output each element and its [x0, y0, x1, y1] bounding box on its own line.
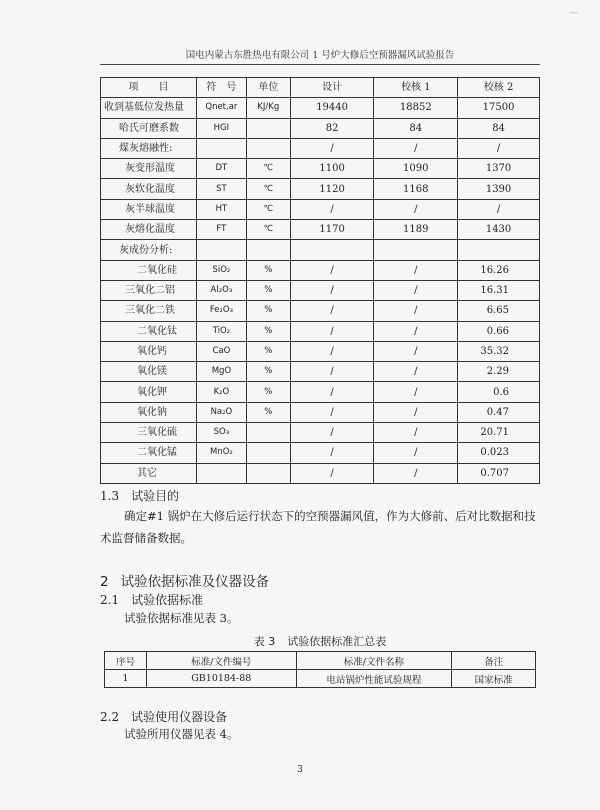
row-design-value: /: [290, 362, 374, 382]
row-check1-value: /: [374, 463, 458, 483]
row-check1-value: /: [374, 423, 458, 443]
row-symbol: HT: [196, 199, 246, 219]
row-check2-value: /: [458, 138, 540, 158]
coal-quality-table-body: [101, 78, 540, 484]
row-item-label: 二氧化硅: [101, 260, 197, 280]
row-item-label: 二氧化钛: [101, 321, 197, 341]
section-title: 试验使用仪器设备: [131, 710, 228, 724]
table-row: [101, 382, 540, 402]
row-unit: KJ/Kg: [246, 98, 290, 118]
row-symbol: K₂O: [196, 382, 246, 402]
row-item-label: 灰成份分析:: [101, 240, 197, 260]
row-unit: %: [246, 362, 290, 382]
row-unit: %: [246, 260, 290, 280]
row-item-label: 灰熔化温度: [101, 220, 197, 240]
row-unit: %: [246, 301, 290, 321]
section-number: 2.2: [100, 710, 120, 724]
row-design-value: 82: [290, 118, 374, 138]
row-design-value: /: [290, 382, 374, 402]
row-check2-value: 17500: [458, 98, 540, 118]
row-design-value: /: [290, 321, 374, 341]
row-symbol: [196, 138, 246, 158]
corner-mark: —: [570, 8, 578, 17]
row-symbol: SiO₂: [196, 260, 246, 280]
row-item-label: 收到基低位发热量: [101, 98, 197, 118]
row-unit: %: [246, 280, 290, 300]
row-check2-value: [458, 240, 540, 260]
table-row: [101, 260, 540, 280]
table-row: [101, 240, 540, 260]
row-check1-value: /: [374, 362, 458, 382]
section-title: 试验目的: [131, 489, 180, 503]
section-title: 试验依据标准及仪器设备: [120, 574, 270, 590]
row-check2-value: 0.47: [458, 402, 540, 422]
section-title: 试验依据标准: [131, 593, 204, 607]
table-row: [101, 341, 540, 361]
row-symbol: MgO: [196, 362, 246, 382]
row-unit: %: [246, 402, 290, 422]
row-item-label: 氧化镁: [101, 362, 197, 382]
header-unit: 单位: [246, 78, 290, 98]
table-row: [101, 280, 540, 300]
row-design-value: /: [290, 443, 374, 463]
row-check1-value: 1189: [374, 220, 458, 240]
row-item-label: 三氧化二铝: [101, 280, 197, 300]
row-check1-value: /: [374, 301, 458, 321]
row-symbol: TiO₂: [196, 321, 246, 341]
table-3-caption: [100, 633, 540, 649]
table-title: 试验依据标准汇总表: [287, 635, 387, 648]
header-symbol: 符 号: [196, 78, 246, 98]
table-row: [101, 423, 540, 443]
table-row: [101, 138, 540, 158]
row-design-value: /: [290, 463, 374, 483]
table-number: 表 3: [253, 635, 276, 648]
row-check1-value: /: [374, 341, 458, 361]
row-unit: [246, 443, 290, 463]
row-check2-value: 16.26: [458, 260, 540, 280]
row-item-label: 其它: [101, 463, 197, 483]
row-design-value: /: [290, 423, 374, 443]
row-symbol: FT: [196, 220, 246, 240]
row-design-value: /: [290, 341, 374, 361]
row-check1-value: /: [374, 321, 458, 341]
table-row: [101, 98, 540, 118]
row-check2-value: 20.71: [458, 423, 540, 443]
row-check2-value: 0.707: [458, 463, 540, 483]
cell-note: 国家标准: [452, 670, 536, 688]
row-symbol: [196, 240, 246, 260]
header-note: 备注: [452, 652, 536, 670]
header-check2: 校核 2: [458, 78, 540, 98]
row-symbol: [196, 463, 246, 483]
row-item-label: 三氧化二铁: [101, 301, 197, 321]
row-symbol: HGI: [196, 118, 246, 138]
table-header-row: [105, 652, 536, 670]
row-design-value: /: [290, 301, 374, 321]
table-row: [105, 670, 536, 688]
header-check1: 校核 1: [374, 78, 458, 98]
row-check1-value: /: [374, 402, 458, 422]
table-row: [101, 301, 540, 321]
row-symbol: DT: [196, 159, 246, 179]
page-number: 3: [297, 765, 303, 775]
row-check2-value: 2.29: [458, 362, 540, 382]
section-2-heading: [100, 570, 269, 590]
row-item-label: 氧化钾: [101, 382, 197, 402]
row-design-value: 1120: [290, 179, 374, 199]
row-design-value: /: [290, 138, 374, 158]
standards-table: [104, 651, 536, 688]
row-check1-value: 1090: [374, 159, 458, 179]
table-row: [101, 362, 540, 382]
table-row: [101, 402, 540, 422]
section-2-1-heading: [100, 591, 203, 608]
table-row: [101, 321, 540, 341]
header-seq: 序号: [105, 652, 147, 670]
header-name: 标准/文件名称: [296, 652, 452, 670]
row-check2-value: 0.023: [458, 443, 540, 463]
row-check2-value: 84: [458, 118, 540, 138]
row-design-value: /: [290, 402, 374, 422]
row-symbol: CaO: [196, 341, 246, 361]
section-1-3-paragraph: 确定#1 锅炉在大修后运行状态下的空预器漏风值，作为大修前、后对比数据和技术监督储备数据。: [100, 509, 536, 545]
row-check1-value: /: [374, 199, 458, 219]
cell-seq: 1: [105, 670, 147, 688]
row-check2-value: 0.66: [458, 321, 540, 341]
row-symbol: Fe₂O₃: [196, 301, 246, 321]
row-design-value: [290, 240, 374, 260]
row-check1-value: /: [374, 260, 458, 280]
row-design-value: /: [290, 199, 374, 219]
row-design-value: /: [290, 260, 374, 280]
row-item-label: 氧化钙: [101, 341, 197, 361]
row-check1-value: 1168: [374, 179, 458, 199]
section-number: 2.1: [100, 593, 120, 607]
section-2-1-paragraph: 试验依据标准见表 3。: [124, 611, 239, 625]
row-check2-value: 1370: [458, 159, 540, 179]
row-unit: %: [246, 341, 290, 361]
row-unit: ℃: [246, 199, 290, 219]
table-row: [101, 118, 540, 138]
header-design: 设计: [290, 78, 374, 98]
row-item-label: 哈氏可磨系数: [101, 118, 197, 138]
row-unit: [246, 118, 290, 138]
row-unit: ℃: [246, 220, 290, 240]
row-symbol: Al₂O₃: [196, 280, 246, 300]
row-check1-value: /: [374, 280, 458, 300]
row-item-label: 三氧化硫: [101, 423, 197, 443]
row-design-value: /: [290, 280, 374, 300]
row-check2-value: 35.32: [458, 341, 540, 361]
cell-code: GB10184-88: [146, 670, 296, 688]
section-number: 2: [100, 574, 109, 590]
row-check2-value: 1390: [458, 179, 540, 199]
row-unit: [246, 463, 290, 483]
table-row: [101, 199, 540, 219]
row-symbol: SO₃: [196, 423, 246, 443]
row-unit: %: [246, 321, 290, 341]
table-row: [101, 220, 540, 240]
row-unit: ℃: [246, 179, 290, 199]
row-check2-value: 6.65: [458, 301, 540, 321]
table-row: [101, 159, 540, 179]
row-check1-value: 18852: [374, 98, 458, 118]
row-symbol: ST: [196, 179, 246, 199]
row-check1-value: /: [374, 443, 458, 463]
coal-quality-table: [100, 77, 540, 484]
row-unit: ℃: [246, 159, 290, 179]
row-check1-value: [374, 240, 458, 260]
row-design-value: 1100: [290, 159, 374, 179]
row-check2-value: 1430: [458, 220, 540, 240]
row-check1-value: /: [374, 382, 458, 402]
row-item-label: 灰变形温度: [101, 159, 197, 179]
row-symbol: Na₂O: [196, 402, 246, 422]
table-row: [101, 463, 540, 483]
row-unit: [246, 138, 290, 158]
row-check1-value: /: [374, 138, 458, 158]
row-item-label: 二氧化锰: [101, 443, 197, 463]
row-unit: [246, 240, 290, 260]
row-item-label: 煤灰熔融性:: [101, 138, 197, 158]
row-check2-value: 16.31: [458, 280, 540, 300]
row-item-label: 灰软化温度: [101, 179, 197, 199]
row-symbol: Qnet,ar: [196, 98, 246, 118]
section-2-2-paragraph: 试验所用仪器见表 4。: [124, 727, 239, 741]
row-check2-value: /: [458, 199, 540, 219]
row-item-label: 氧化钠: [101, 402, 197, 422]
table-row: [101, 179, 540, 199]
row-unit: %: [246, 382, 290, 402]
header-item: 项 目: [101, 78, 197, 98]
section-1-3-heading: [100, 487, 179, 504]
section-number: 1.3: [100, 489, 120, 503]
table-header-row: [101, 78, 540, 98]
row-unit: [246, 423, 290, 443]
row-design-value: 19440: [290, 98, 374, 118]
table-row: [101, 443, 540, 463]
row-check1-value: 84: [374, 118, 458, 138]
row-symbol: MnO₂: [196, 443, 246, 463]
header-code: 标准/文件编号: [146, 652, 296, 670]
row-design-value: 1170: [290, 220, 374, 240]
row-item-label: 灰半球温度: [101, 199, 197, 219]
running-header: 国电内蒙古东胜热电有限公司 1 号炉大修后空预器漏风试验报告: [100, 47, 540, 65]
row-check2-value: 0.6: [458, 382, 540, 402]
cell-name: 电站锅炉性能试验规程: [296, 670, 452, 688]
